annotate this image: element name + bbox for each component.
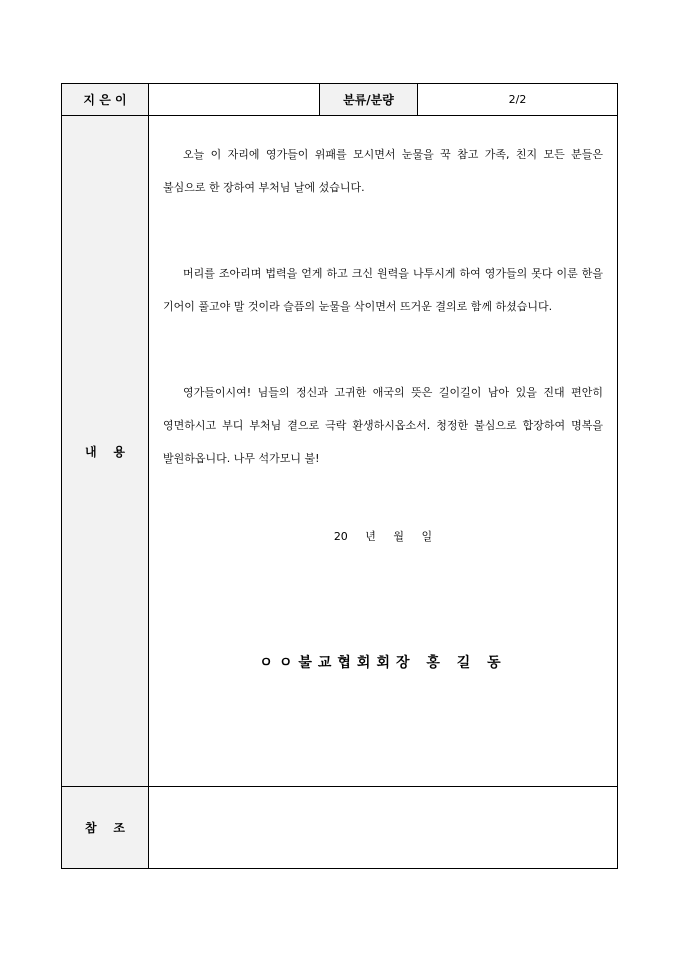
date-line: 20 년 월 일 <box>333 530 433 543</box>
author-label: 지 은 이 <box>62 84 149 116</box>
document-form-table <box>61 83 618 869</box>
category-value: 2/2 <box>418 84 618 116</box>
content-label: 내 용 <box>62 116 149 787</box>
paragraph-1: 오늘 이 자리에 영가들이 위패를 모시면서 눈물을 꾹 참고 가족, 친지 모든 분들은 불심으로 한 장하여 부처님 날에 섰습니다. <box>163 148 603 194</box>
content-body <box>149 116 618 787</box>
content-row <box>62 116 618 787</box>
reference-row <box>62 787 618 869</box>
signature: ㅇㅇ불교협회회장 홍 길 동 <box>259 655 507 671</box>
category-label: 분류/분량 <box>320 84 418 116</box>
reference-label: 참 조 <box>62 787 149 869</box>
author-value <box>149 84 320 116</box>
header-row <box>62 84 618 116</box>
reference-value <box>149 787 618 869</box>
paragraph-2: 머리를 조아리며 법력을 얻게 하고 크신 원력을 나투시게 하여 영가들의 못다 이룬 한을 기어이 풀고야 말 것이라 슬픔의 눈물을 삭이면서 뜨거운 결의로 함께 하셨습니다. <box>163 267 603 313</box>
paragraph-3: 영가들이시여! 님들의 정신과 고귀한 애국의 뜻은 길이길이 남아 있을 진대 편안히 영면하시고 부디 부처님 곁으로 극락 환생하시옵소서. 청정한 불심으로 합장하여 명복을 발원하옵니다. 나무 석가모니 불! <box>163 386 603 465</box>
